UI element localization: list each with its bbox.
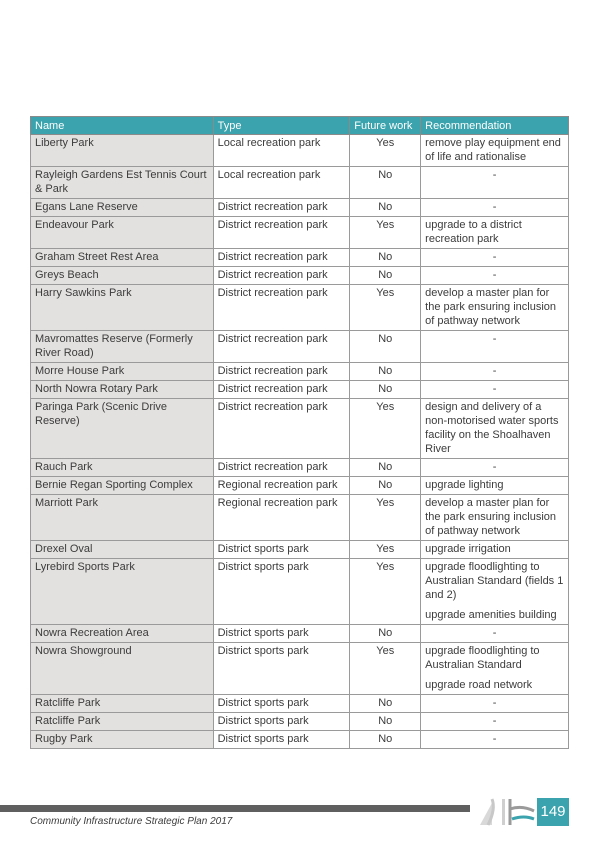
recommendation-line: -	[492, 461, 497, 473]
table-row	[31, 381, 569, 399]
cell-name: Nowra Showground	[31, 643, 214, 695]
cell-future-work: No	[350, 199, 421, 217]
cell-future-work: No	[350, 331, 421, 363]
council-logo-icon	[478, 795, 536, 827]
cell-future-work: No	[350, 477, 421, 495]
cell-recommendation	[421, 495, 569, 541]
table-row	[31, 249, 569, 267]
parks-table	[30, 116, 569, 749]
cell-future-work: No	[350, 731, 421, 749]
footer-bar	[0, 805, 470, 812]
cell-recommendation	[421, 541, 569, 559]
recommendation-line: upgrade floodlighting to Australian Standard	[425, 645, 540, 671]
cell-type: District sports park	[213, 643, 350, 695]
cell-name: Liberty Park	[31, 135, 214, 167]
cell-recommendation	[421, 713, 569, 731]
recommendation-line: -	[492, 697, 497, 709]
table-body	[31, 135, 569, 749]
cell-future-work: No	[350, 363, 421, 381]
table-row	[31, 559, 569, 625]
cell-name: Endeavour Park	[31, 217, 214, 249]
cell-recommendation	[421, 381, 569, 399]
cell-name: Mavromattes Reserve (Formerly River Road)	[31, 331, 214, 363]
recommendation-line: upgrade irrigation	[425, 543, 511, 555]
recommendation-line: -	[492, 251, 497, 263]
cell-name: Graham Street Rest Area	[31, 249, 214, 267]
table-row	[31, 167, 569, 199]
cell-type: District recreation park	[213, 217, 350, 249]
table-row	[31, 625, 569, 643]
cell-recommendation	[421, 135, 569, 167]
cell-future-work: No	[350, 249, 421, 267]
table-row	[31, 713, 569, 731]
cell-recommendation	[421, 167, 569, 199]
cell-type: Local recreation park	[213, 135, 350, 167]
recommendation-line: upgrade to a district recreation park	[425, 219, 522, 245]
table-row	[31, 731, 569, 749]
cell-recommendation	[421, 285, 569, 331]
recommendation-line: -	[492, 333, 497, 345]
header-name: Name	[31, 117, 214, 135]
recommendation-line: -	[492, 715, 497, 727]
cell-name: Marriott Park	[31, 495, 214, 541]
cell-recommendation	[421, 625, 569, 643]
cell-future-work: Yes	[350, 559, 421, 625]
table-row	[31, 363, 569, 381]
cell-type: District recreation park	[213, 459, 350, 477]
header-type: Type	[213, 117, 350, 135]
cell-recommendation	[421, 559, 569, 625]
table-row	[31, 199, 569, 217]
cell-future-work: No	[350, 167, 421, 199]
cell-type: District recreation park	[213, 363, 350, 381]
cell-type: District sports park	[213, 731, 350, 749]
cell-future-work: No	[350, 267, 421, 285]
cell-type: District recreation park	[213, 267, 350, 285]
cell-name: Rayleigh Gardens Est Tennis Court & Park	[31, 167, 214, 199]
footer-document-title: Community Infrastructure Strategic Plan 2017	[30, 816, 233, 827]
header-future-work: Future work	[350, 117, 421, 135]
cell-type: Regional recreation park	[213, 477, 350, 495]
page-number: 149	[537, 798, 569, 826]
cell-recommendation	[421, 249, 569, 267]
cell-type: District sports park	[213, 559, 350, 625]
cell-name: Rugby Park	[31, 731, 214, 749]
cell-recommendation	[421, 199, 569, 217]
recommendation-line: design and delivery of a non-motorised water sports facility on the Shoalhaven River	[425, 401, 559, 455]
cell-recommendation	[421, 477, 569, 495]
cell-future-work: No	[350, 625, 421, 643]
cell-recommendation	[421, 363, 569, 381]
cell-future-work: No	[350, 459, 421, 477]
cell-recommendation	[421, 731, 569, 749]
cell-future-work: Yes	[350, 285, 421, 331]
cell-name: Drexel Oval	[31, 541, 214, 559]
cell-type: District sports park	[213, 541, 350, 559]
cell-type: District recreation park	[213, 381, 350, 399]
recommendation-line: -	[492, 201, 497, 213]
cell-name: Nowra Recreation Area	[31, 625, 214, 643]
cell-type: District recreation park	[213, 331, 350, 363]
cell-type: Regional recreation park	[213, 495, 350, 541]
cell-future-work: No	[350, 713, 421, 731]
table-row	[31, 135, 569, 167]
table-row	[31, 267, 569, 285]
recommendation-line: develop a master plan for the park ensuring inclusion of pathway network	[425, 497, 557, 537]
cell-recommendation	[421, 399, 569, 459]
recommendation-line: upgrade floodlighting to Australian Standard (fields 1 and 2)	[425, 561, 564, 601]
table-row	[31, 541, 569, 559]
recommendation-line: upgrade amenities building	[425, 609, 557, 621]
recommendation-line: upgrade road network	[425, 679, 533, 691]
cell-recommendation	[421, 217, 569, 249]
recommendation-line: upgrade lighting	[425, 479, 504, 491]
cell-name: Morre House Park	[31, 363, 214, 381]
recommendation-line: -	[492, 365, 497, 377]
cell-recommendation	[421, 459, 569, 477]
cell-name: Egans Lane Reserve	[31, 199, 214, 217]
cell-type: District recreation park	[213, 249, 350, 267]
table-header-row	[31, 117, 569, 135]
cell-name: Lyrebird Sports Park	[31, 559, 214, 625]
recommendation-line: -	[492, 169, 497, 181]
cell-name: Greys Beach	[31, 267, 214, 285]
recommendation-line: -	[492, 383, 497, 395]
table-row	[31, 459, 569, 477]
cell-type: Local recreation park	[213, 167, 350, 199]
table-row	[31, 399, 569, 459]
cell-name: Rauch Park	[31, 459, 214, 477]
recommendation-line: remove play equipment end of life and rationalise	[425, 137, 561, 163]
cell-recommendation	[421, 331, 569, 363]
table-row	[31, 331, 569, 363]
table-row	[31, 477, 569, 495]
cell-name: Bernie Regan Sporting Complex	[31, 477, 214, 495]
table-row	[31, 495, 569, 541]
cell-future-work: Yes	[350, 495, 421, 541]
cell-name: Paringa Park (Scenic Drive Reserve)	[31, 399, 214, 459]
recommendation-line: -	[492, 627, 497, 639]
cell-name: Ratcliffe Park	[31, 713, 214, 731]
recommendation-line: develop a master plan for the park ensuring inclusion of pathway network	[425, 287, 557, 327]
cell-name: Ratcliffe Park	[31, 695, 214, 713]
table-row	[31, 217, 569, 249]
table-row	[31, 643, 569, 695]
cell-type: District sports park	[213, 625, 350, 643]
cell-recommendation	[421, 267, 569, 285]
table-row	[31, 695, 569, 713]
cell-future-work: Yes	[350, 541, 421, 559]
cell-future-work: Yes	[350, 399, 421, 459]
cell-future-work: No	[350, 695, 421, 713]
cell-future-work: Yes	[350, 135, 421, 167]
cell-type: District recreation park	[213, 399, 350, 459]
header-recommendation: Recommendation	[421, 117, 569, 135]
cell-type: District recreation park	[213, 285, 350, 331]
cell-recommendation	[421, 643, 569, 695]
table-row	[31, 285, 569, 331]
cell-future-work: No	[350, 381, 421, 399]
cell-recommendation	[421, 695, 569, 713]
recommendation-line: -	[492, 733, 497, 745]
cell-type: District sports park	[213, 713, 350, 731]
cell-type: District recreation park	[213, 199, 350, 217]
recommendation-line: -	[492, 269, 497, 281]
cell-future-work: Yes	[350, 643, 421, 695]
cell-future-work: Yes	[350, 217, 421, 249]
cell-type: District sports park	[213, 695, 350, 713]
cell-name: North Nowra Rotary Park	[31, 381, 214, 399]
cell-name: Harry Sawkins Park	[31, 285, 214, 331]
